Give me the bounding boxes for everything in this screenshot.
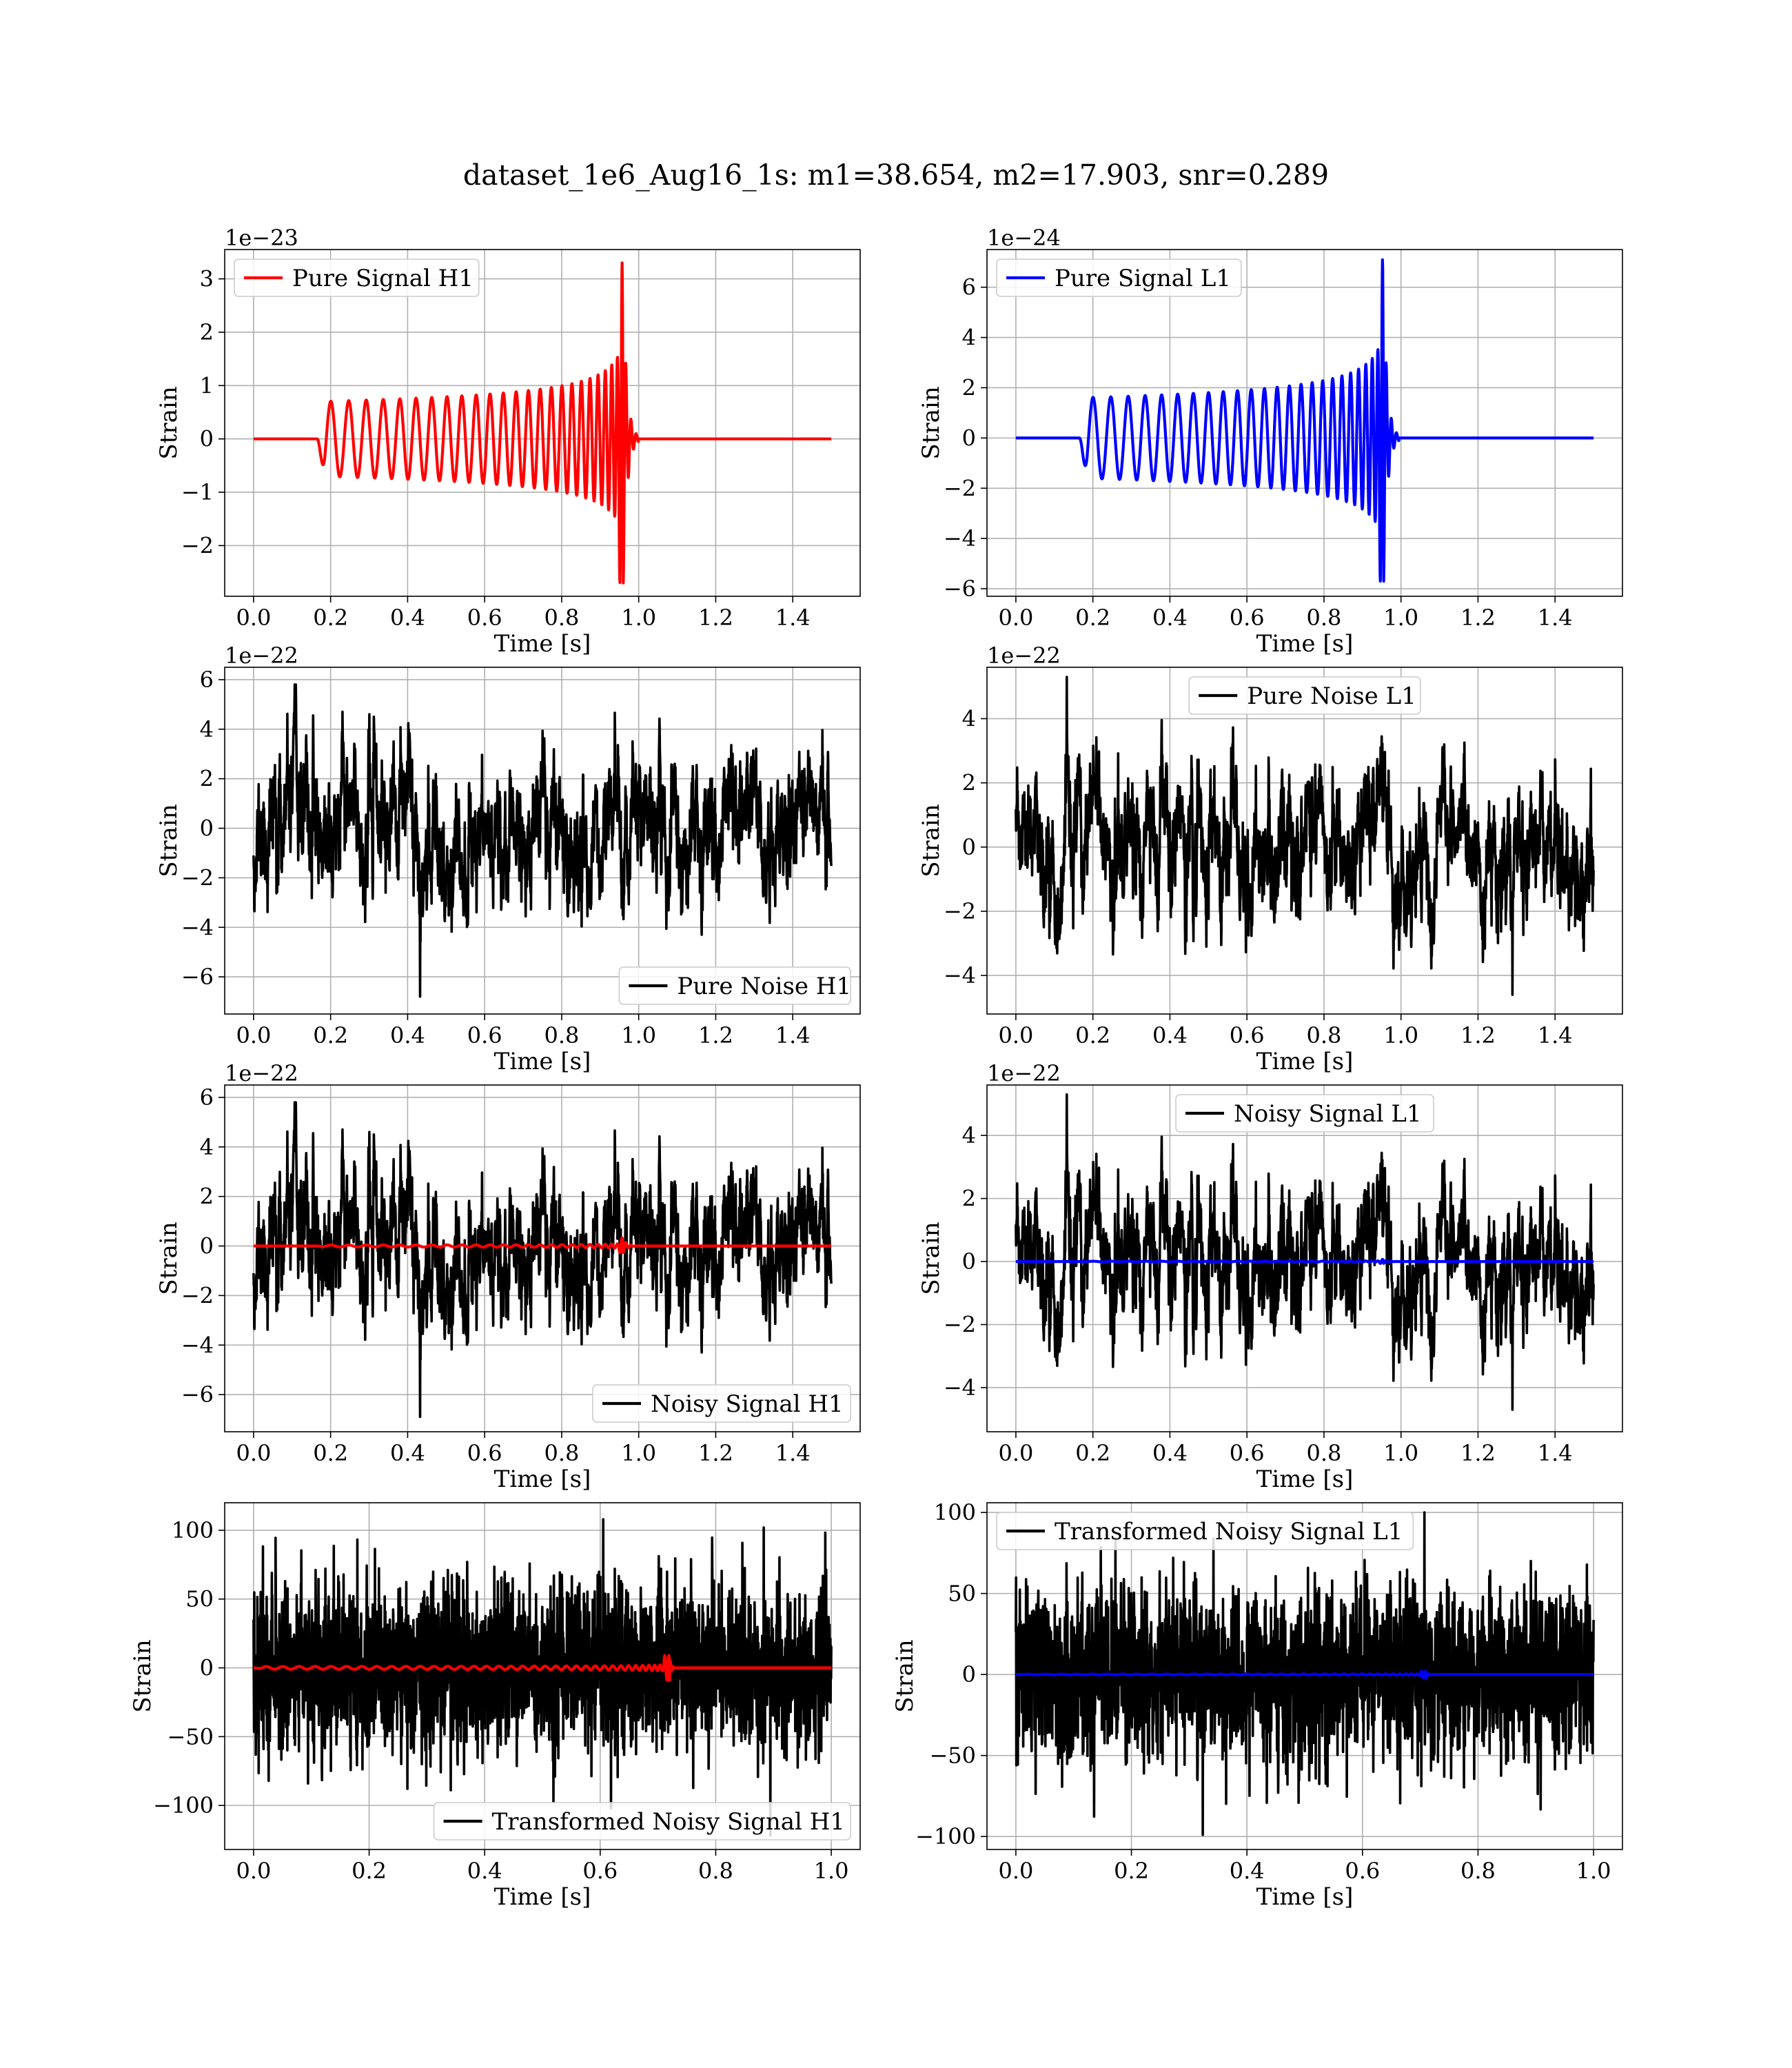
y-tick-label: 100 [171, 1517, 214, 1543]
y-tick-label: −2 [181, 864, 214, 891]
y-tick-label: 0 [961, 425, 976, 452]
y-tick-label: 2 [199, 1183, 214, 1210]
x-tick-label: 1.4 [1537, 1440, 1573, 1466]
x-axis-label: Time [s] [1256, 1048, 1354, 1075]
x-tick-label: 0.8 [1306, 1440, 1342, 1466]
y-tick-label: 3 [199, 265, 214, 292]
y-tick-label: −4 [943, 1374, 976, 1401]
axis-offset-text: 1e−22 [225, 642, 298, 669]
x-axis-label: Time [s] [493, 1048, 591, 1075]
legend-label: Noisy Signal H1 [651, 1390, 844, 1418]
x-tick-label: 1.2 [698, 1022, 733, 1048]
x-tick-label: 1.2 [1460, 605, 1496, 631]
y-tick-label: −2 [181, 1282, 214, 1309]
x-tick-label: 0.8 [1460, 1858, 1496, 1884]
y-tick-label: −50 [167, 1723, 214, 1750]
y-tick-label: 4 [961, 324, 976, 351]
axis-offset-text: 1e−22 [987, 642, 1061, 669]
x-axis-label: Time [s] [493, 1466, 591, 1493]
x-tick-label: 0.2 [313, 605, 349, 631]
y-tick-label: −100 [915, 1823, 976, 1850]
y-tick-label: −6 [943, 576, 976, 602]
x-tick-label: 0.4 [1152, 605, 1188, 631]
y-tick-label: 2 [961, 1185, 976, 1212]
legend [997, 1512, 1413, 1550]
x-tick-label: 0.4 [389, 1440, 425, 1466]
x-tick-label: 0.4 [389, 1022, 425, 1048]
y-tick-label: −6 [181, 964, 214, 991]
x-tick-label: 0.0 [236, 1022, 272, 1048]
x-tick-label: 0.6 [467, 1440, 502, 1466]
x-tick-label: 1.2 [1460, 1022, 1496, 1048]
x-tick-label: 0.6 [1345, 1858, 1381, 1884]
axis-offset-text: 1e−22 [225, 1060, 298, 1086]
y-tick-label: 2 [961, 769, 976, 796]
y-tick-label: −100 [153, 1792, 214, 1819]
x-tick-label: 0.2 [313, 1022, 349, 1048]
x-tick-label: 0.6 [1229, 1440, 1265, 1466]
y-tick-label: 4 [961, 1122, 976, 1149]
x-tick-label: 0.8 [544, 1440, 580, 1466]
y-axis-label: Strain [155, 804, 183, 878]
y-tick-label: 0 [961, 1248, 976, 1275]
x-axis-label: Time [s] [1256, 630, 1354, 658]
x-tick-label: 1.0 [621, 1440, 657, 1466]
x-tick-label: 1.2 [698, 1440, 733, 1466]
y-tick-label: 6 [961, 274, 976, 301]
y-axis-label: Strain [155, 386, 183, 460]
x-tick-label: 0.6 [467, 1022, 502, 1048]
y-axis-label: Strain [917, 386, 945, 460]
x-tick-label: 0.0 [236, 1858, 272, 1884]
y-axis-label: Strain [917, 804, 945, 878]
legend [593, 1385, 851, 1422]
x-tick-label: 0.2 [352, 1858, 387, 1884]
y-tick-label: 2 [961, 374, 976, 401]
y-tick-label: 0 [961, 1661, 976, 1688]
x-tick-label: 1.4 [1537, 1022, 1573, 1048]
x-tick-label: 0.4 [1229, 1858, 1265, 1884]
y-tick-label: −6 [181, 1381, 214, 1408]
y-tick-label: −4 [181, 914, 214, 941]
x-tick-label: 0.0 [998, 1858, 1034, 1884]
y-tick-label: −1 [181, 479, 214, 506]
x-tick-label: 1.4 [1537, 605, 1573, 631]
y-tick-label: −4 [943, 962, 976, 989]
x-tick-label: 1.2 [698, 605, 733, 631]
legend [619, 967, 851, 1004]
x-tick-label: 0.8 [544, 605, 580, 631]
y-tick-label: 2 [199, 318, 214, 345]
y-tick-label: −50 [929, 1742, 976, 1769]
legend-label: Pure Signal L1 [1055, 265, 1231, 292]
x-tick-label: 0.4 [1152, 1022, 1188, 1048]
y-tick-label: 4 [199, 716, 214, 742]
legend-label: Pure Signal H1 [292, 265, 474, 292]
x-tick-label: 0.8 [698, 1858, 733, 1884]
x-tick-label: 0.2 [1075, 1022, 1111, 1048]
x-tick-label: 1.0 [621, 1022, 657, 1048]
legend [434, 1803, 851, 1840]
x-tick-label: 0.4 [389, 605, 425, 631]
x-tick-label: 0.6 [467, 605, 502, 631]
y-tick-label: −4 [943, 525, 976, 552]
y-tick-label: 0 [199, 1654, 214, 1681]
y-tick-label: 0 [961, 833, 976, 860]
x-tick-label: 0.0 [236, 605, 272, 631]
y-tick-label: −2 [943, 898, 976, 924]
x-tick-label: 1.4 [775, 1022, 811, 1048]
y-axis-label: Strain [129, 1639, 156, 1713]
x-tick-label: 0.6 [1229, 605, 1265, 631]
x-tick-label: 1.0 [621, 605, 657, 631]
legend [997, 259, 1241, 296]
legend-label: Noisy Signal L1 [1234, 1100, 1422, 1128]
axis-offset-text: 1e−22 [987, 1060, 1061, 1086]
y-tick-label: 0 [199, 1233, 214, 1259]
y-tick-label: 6 [199, 1084, 214, 1111]
x-tick-label: 0.8 [1306, 605, 1342, 631]
y-axis-label: Strain [155, 1221, 183, 1295]
y-tick-label: −4 [181, 1332, 214, 1359]
legend-label: Transformed Noisy Signal H1 [491, 1808, 846, 1836]
axis-offset-text: 1e−23 [225, 225, 298, 251]
x-tick-label: 0.2 [1114, 1858, 1149, 1884]
x-tick-label: 0.4 [1152, 1440, 1188, 1466]
y-tick-label: 100 [933, 1499, 976, 1526]
x-tick-label: 1.0 [1576, 1858, 1611, 1884]
y-tick-label: 4 [961, 705, 976, 732]
x-tick-label: 1.4 [775, 1440, 811, 1466]
x-axis-label: Time [s] [1256, 1466, 1354, 1493]
axis-offset-text: 1e−24 [987, 225, 1061, 251]
legend [234, 259, 479, 296]
x-tick-label: 0.0 [998, 1440, 1034, 1466]
x-tick-label: 0.4 [467, 1858, 502, 1884]
legend-label: Pure Noise L1 [1247, 682, 1416, 710]
legend-label: Transformed Noisy Signal L1 [1055, 1518, 1403, 1545]
x-tick-label: 0.0 [998, 605, 1034, 631]
y-tick-label: −2 [181, 532, 214, 559]
y-tick-label: −2 [943, 475, 976, 502]
x-tick-label: 1.2 [1460, 1440, 1496, 1466]
x-tick-label: 1.0 [813, 1858, 849, 1884]
x-tick-label: 0.2 [1075, 605, 1111, 631]
x-tick-label: 0.6 [1229, 1022, 1265, 1048]
x-tick-label: 0.8 [1306, 1022, 1342, 1048]
y-tick-label: 4 [199, 1133, 214, 1160]
x-axis-label: Time [s] [1256, 1883, 1354, 1911]
y-tick-label: −2 [943, 1311, 976, 1338]
y-tick-label: 50 [948, 1580, 976, 1607]
x-tick-label: 0.2 [1075, 1440, 1111, 1466]
y-axis-label: Strain [917, 1221, 945, 1295]
x-tick-label: 0.0 [998, 1022, 1034, 1048]
y-tick-label: 1 [199, 372, 214, 399]
y-axis-label: Strain [891, 1639, 919, 1713]
x-tick-label: 1.0 [1383, 1440, 1419, 1466]
figure-title: dataset_1e6_Aug16_1s: m1=38.654, m2=17.903, snr=0.289 [462, 159, 1330, 192]
x-tick-label: 0.6 [582, 1858, 618, 1884]
legend [1176, 1095, 1434, 1132]
x-axis-label: Time [s] [493, 630, 591, 658]
x-axis-label: Time [s] [493, 1883, 591, 1911]
y-tick-label: 6 [199, 666, 214, 693]
x-tick-label: 1.0 [1383, 605, 1419, 631]
legend-label: Pure Noise H1 [677, 973, 852, 1000]
y-tick-label: 2 [199, 765, 214, 792]
y-tick-label: 50 [185, 1585, 214, 1612]
x-tick-label: 0.0 [236, 1440, 272, 1466]
legend [1189, 677, 1421, 714]
y-tick-label: 0 [199, 815, 214, 842]
x-tick-label: 0.2 [313, 1440, 349, 1466]
y-tick-label: 0 [199, 425, 214, 452]
x-tick-label: 1.0 [1383, 1022, 1419, 1048]
x-tick-label: 1.4 [775, 605, 811, 631]
x-tick-label: 0.8 [544, 1022, 580, 1048]
